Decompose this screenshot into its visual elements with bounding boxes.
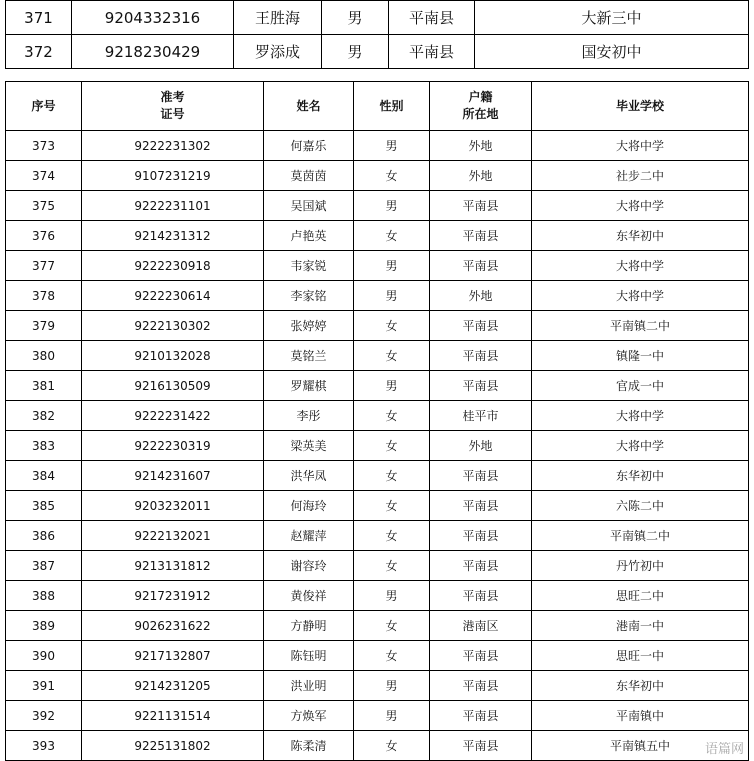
- table-body: [6, 131, 749, 761]
- cell-name: 陈柔清: [264, 731, 354, 761]
- cell-seq: 391: [6, 671, 82, 701]
- cell-gender: 女: [354, 551, 430, 581]
- cell-gender: 女: [354, 461, 430, 491]
- table-row: [6, 431, 749, 461]
- cell-seq: 381: [6, 371, 82, 401]
- cell-seq: 387: [6, 551, 82, 581]
- cell-name: 卢艳英: [264, 221, 354, 251]
- cell-school: 东华初中: [532, 461, 749, 491]
- cell-id: 9210132028: [82, 341, 264, 371]
- cell-name: 赵耀萍: [264, 521, 354, 551]
- cell-name: 方焕军: [264, 701, 354, 731]
- cell-seq: 374: [6, 161, 82, 191]
- cell-school: 港南一中: [532, 611, 749, 641]
- table-header: [6, 82, 749, 131]
- cell-id: 9222130302: [82, 311, 264, 341]
- cell-name: 王胜海: [234, 1, 322, 35]
- cell-name: 洪华凤: [264, 461, 354, 491]
- cell-school: 平南镇中: [532, 701, 749, 731]
- cell-name: 李家铭: [264, 281, 354, 311]
- cell-seq: 385: [6, 491, 82, 521]
- cell-school: 平南镇五中: [532, 731, 749, 761]
- table-row: [6, 491, 749, 521]
- cell-gender: 女: [354, 401, 430, 431]
- cell-name: 何海玲: [264, 491, 354, 521]
- admission-list-table: [5, 81, 749, 761]
- cell-id: 9214231607: [82, 461, 264, 491]
- table-row: [6, 191, 749, 221]
- header-region: [430, 82, 532, 131]
- table-row: [6, 401, 749, 431]
- cell-region: 港南区: [430, 611, 532, 641]
- cell-region: 平南县: [430, 641, 532, 671]
- top-table-body: [6, 1, 749, 69]
- cell-school: 国安初中: [475, 35, 749, 69]
- cell-region: 外地: [430, 281, 532, 311]
- cell-region: 外地: [430, 431, 532, 461]
- cell-id: 9217132807: [82, 641, 264, 671]
- cell-name: 吴国斌: [264, 191, 354, 221]
- cell-name: 罗添成: [234, 35, 322, 69]
- cell-seq: 393: [6, 731, 82, 761]
- cell-gender: 女: [354, 161, 430, 191]
- cell-gender: 女: [354, 611, 430, 641]
- cell-gender: 男: [354, 671, 430, 701]
- cell-id: 9222132021: [82, 521, 264, 551]
- cell-seq: 386: [6, 521, 82, 551]
- cell-gender: 男: [354, 251, 430, 281]
- cell-school: 官成一中: [532, 371, 749, 401]
- cell-seq: 371: [6, 1, 72, 35]
- cell-gender: 女: [354, 521, 430, 551]
- cell-id: 9222231101: [82, 191, 264, 221]
- cell-seq: 384: [6, 461, 82, 491]
- cell-school: 大将中学: [532, 431, 749, 461]
- header-seq: 序号: [6, 82, 82, 131]
- cell-gender: 女: [354, 431, 430, 461]
- table-row: [6, 371, 749, 401]
- table-row: [6, 551, 749, 581]
- table-row: [6, 311, 749, 341]
- cell-school: 大将中学: [532, 191, 749, 221]
- cell-gender: 男: [354, 131, 430, 161]
- cell-school: 大将中学: [532, 131, 749, 161]
- cell-id: 9222231302: [82, 131, 264, 161]
- cell-gender: 男: [354, 191, 430, 221]
- table-row: [6, 221, 749, 251]
- header-exam-id-line2: 证号: [160, 107, 185, 121]
- cell-id: 9216130509: [82, 371, 264, 401]
- cell-region: 平南县: [430, 671, 532, 701]
- cell-name: 谢容玲: [264, 551, 354, 581]
- table-row: [6, 611, 749, 641]
- table-row: [6, 641, 749, 671]
- cell-name: 韦家锐: [264, 251, 354, 281]
- cell-id: 9222230319: [82, 431, 264, 461]
- top-table-fragment: [5, 0, 749, 69]
- cell-id: 9225131802: [82, 731, 264, 761]
- cell-id: 9214231205: [82, 671, 264, 701]
- table-row: [6, 521, 749, 551]
- header-gender: 性别: [354, 82, 430, 131]
- cell-region: 平南县: [389, 1, 475, 35]
- table-row: [6, 35, 749, 69]
- cell-school: 东华初中: [532, 671, 749, 701]
- cell-region: 桂平市: [430, 401, 532, 431]
- cell-name: 方静明: [264, 611, 354, 641]
- header-region-line2: 所在地: [462, 107, 499, 121]
- cell-seq: 375: [6, 191, 82, 221]
- cell-seq: 389: [6, 611, 82, 641]
- cell-school: 社步二中: [532, 161, 749, 191]
- cell-id: 9218230429: [72, 35, 234, 69]
- cell-seq: 382: [6, 401, 82, 431]
- cell-seq: 378: [6, 281, 82, 311]
- cell-name: 黄俊祥: [264, 581, 354, 611]
- cell-name: 李彤: [264, 401, 354, 431]
- watermark: 语篇网: [704, 742, 744, 757]
- cell-id: 9222230918: [82, 251, 264, 281]
- cell-seq: 373: [6, 131, 82, 161]
- cell-id: 9026231622: [82, 611, 264, 641]
- cell-school: 大新三中: [475, 1, 749, 35]
- cell-region: 平南县: [430, 221, 532, 251]
- cell-seq: 383: [6, 431, 82, 461]
- header-school: 毕业学校: [532, 82, 749, 131]
- table-row: [6, 161, 749, 191]
- cell-seq: 388: [6, 581, 82, 611]
- table-row: [6, 671, 749, 701]
- cell-seq: 376: [6, 221, 82, 251]
- cell-gender: 女: [354, 221, 430, 251]
- table-row: [6, 461, 749, 491]
- table-row: [6, 731, 749, 761]
- cell-school: 东华初中: [532, 221, 749, 251]
- cell-seq: 372: [6, 35, 72, 69]
- cell-id: 9204332316: [72, 1, 234, 35]
- table-row: [6, 131, 749, 161]
- header-exam-id: [82, 82, 264, 131]
- cell-id: 9222231422: [82, 401, 264, 431]
- cell-school: 大将中学: [532, 401, 749, 431]
- header-row: [6, 82, 749, 131]
- cell-school: 平南镇二中: [532, 521, 749, 551]
- cell-seq: 380: [6, 341, 82, 371]
- cell-name: 罗耀棋: [264, 371, 354, 401]
- table-row: [6, 1, 749, 35]
- cell-name: 陈钰明: [264, 641, 354, 671]
- cell-seq: 390: [6, 641, 82, 671]
- cell-region: 平南县: [430, 701, 532, 731]
- cell-gender: 女: [354, 731, 430, 761]
- cell-region: 平南县: [430, 491, 532, 521]
- table-row: [6, 701, 749, 731]
- cell-id: 9203232011: [82, 491, 264, 521]
- cell-school: 大将中学: [532, 281, 749, 311]
- cell-region: 平南县: [389, 35, 475, 69]
- cell-gender: 男: [322, 1, 389, 35]
- cell-region: 平南县: [430, 521, 532, 551]
- cell-region: 平南县: [430, 461, 532, 491]
- header-exam-id-line1: 准考: [160, 90, 185, 104]
- cell-school: 平南镇二中: [532, 311, 749, 341]
- cell-gender: 男: [354, 281, 430, 311]
- cell-school: 六陈二中: [532, 491, 749, 521]
- table-row: [6, 281, 749, 311]
- cell-gender: 女: [354, 341, 430, 371]
- cell-region: 外地: [430, 161, 532, 191]
- cell-gender: 男: [322, 35, 389, 69]
- cell-id: 9217231912: [82, 581, 264, 611]
- cell-gender: 女: [354, 641, 430, 671]
- cell-seq: 379: [6, 311, 82, 341]
- cell-name: 张婷婷: [264, 311, 354, 341]
- cell-gender: 男: [354, 371, 430, 401]
- cell-gender: 女: [354, 311, 430, 341]
- cell-school: 镇隆一中: [532, 341, 749, 371]
- cell-region: 平南县: [430, 311, 532, 341]
- cell-region: 平南县: [430, 731, 532, 761]
- cell-name: 洪业明: [264, 671, 354, 701]
- cell-school: 思旺二中: [532, 581, 749, 611]
- header-region-line1: 户籍: [468, 90, 493, 104]
- cell-school: 丹竹初中: [532, 551, 749, 581]
- cell-region: 平南县: [430, 251, 532, 281]
- cell-gender: 男: [354, 581, 430, 611]
- cell-seq: 392: [6, 701, 82, 731]
- cell-region: 平南县: [430, 191, 532, 221]
- table-row: [6, 251, 749, 281]
- cell-region: 平南县: [430, 371, 532, 401]
- cell-school: 大将中学: [532, 251, 749, 281]
- cell-id: 9107231219: [82, 161, 264, 191]
- cell-school: 思旺一中: [532, 641, 749, 671]
- cell-region: 平南县: [430, 551, 532, 581]
- table-row: [6, 581, 749, 611]
- cell-name: 莫铭兰: [264, 341, 354, 371]
- cell-name: 何嘉乐: [264, 131, 354, 161]
- table-row: [6, 341, 749, 371]
- cell-gender: 女: [354, 491, 430, 521]
- cell-seq: 377: [6, 251, 82, 281]
- header-name: 姓名: [264, 82, 354, 131]
- cell-name: 莫茵茵: [264, 161, 354, 191]
- cell-gender: 男: [354, 701, 430, 731]
- cell-region: 平南县: [430, 341, 532, 371]
- cell-id: 9213131812: [82, 551, 264, 581]
- cell-id: 9221131514: [82, 701, 264, 731]
- cell-name: 梁英美: [264, 431, 354, 461]
- cell-id: 9222230614: [82, 281, 264, 311]
- cell-region: 平南县: [430, 581, 532, 611]
- cell-region: 外地: [430, 131, 532, 161]
- cell-id: 9214231312: [82, 221, 264, 251]
